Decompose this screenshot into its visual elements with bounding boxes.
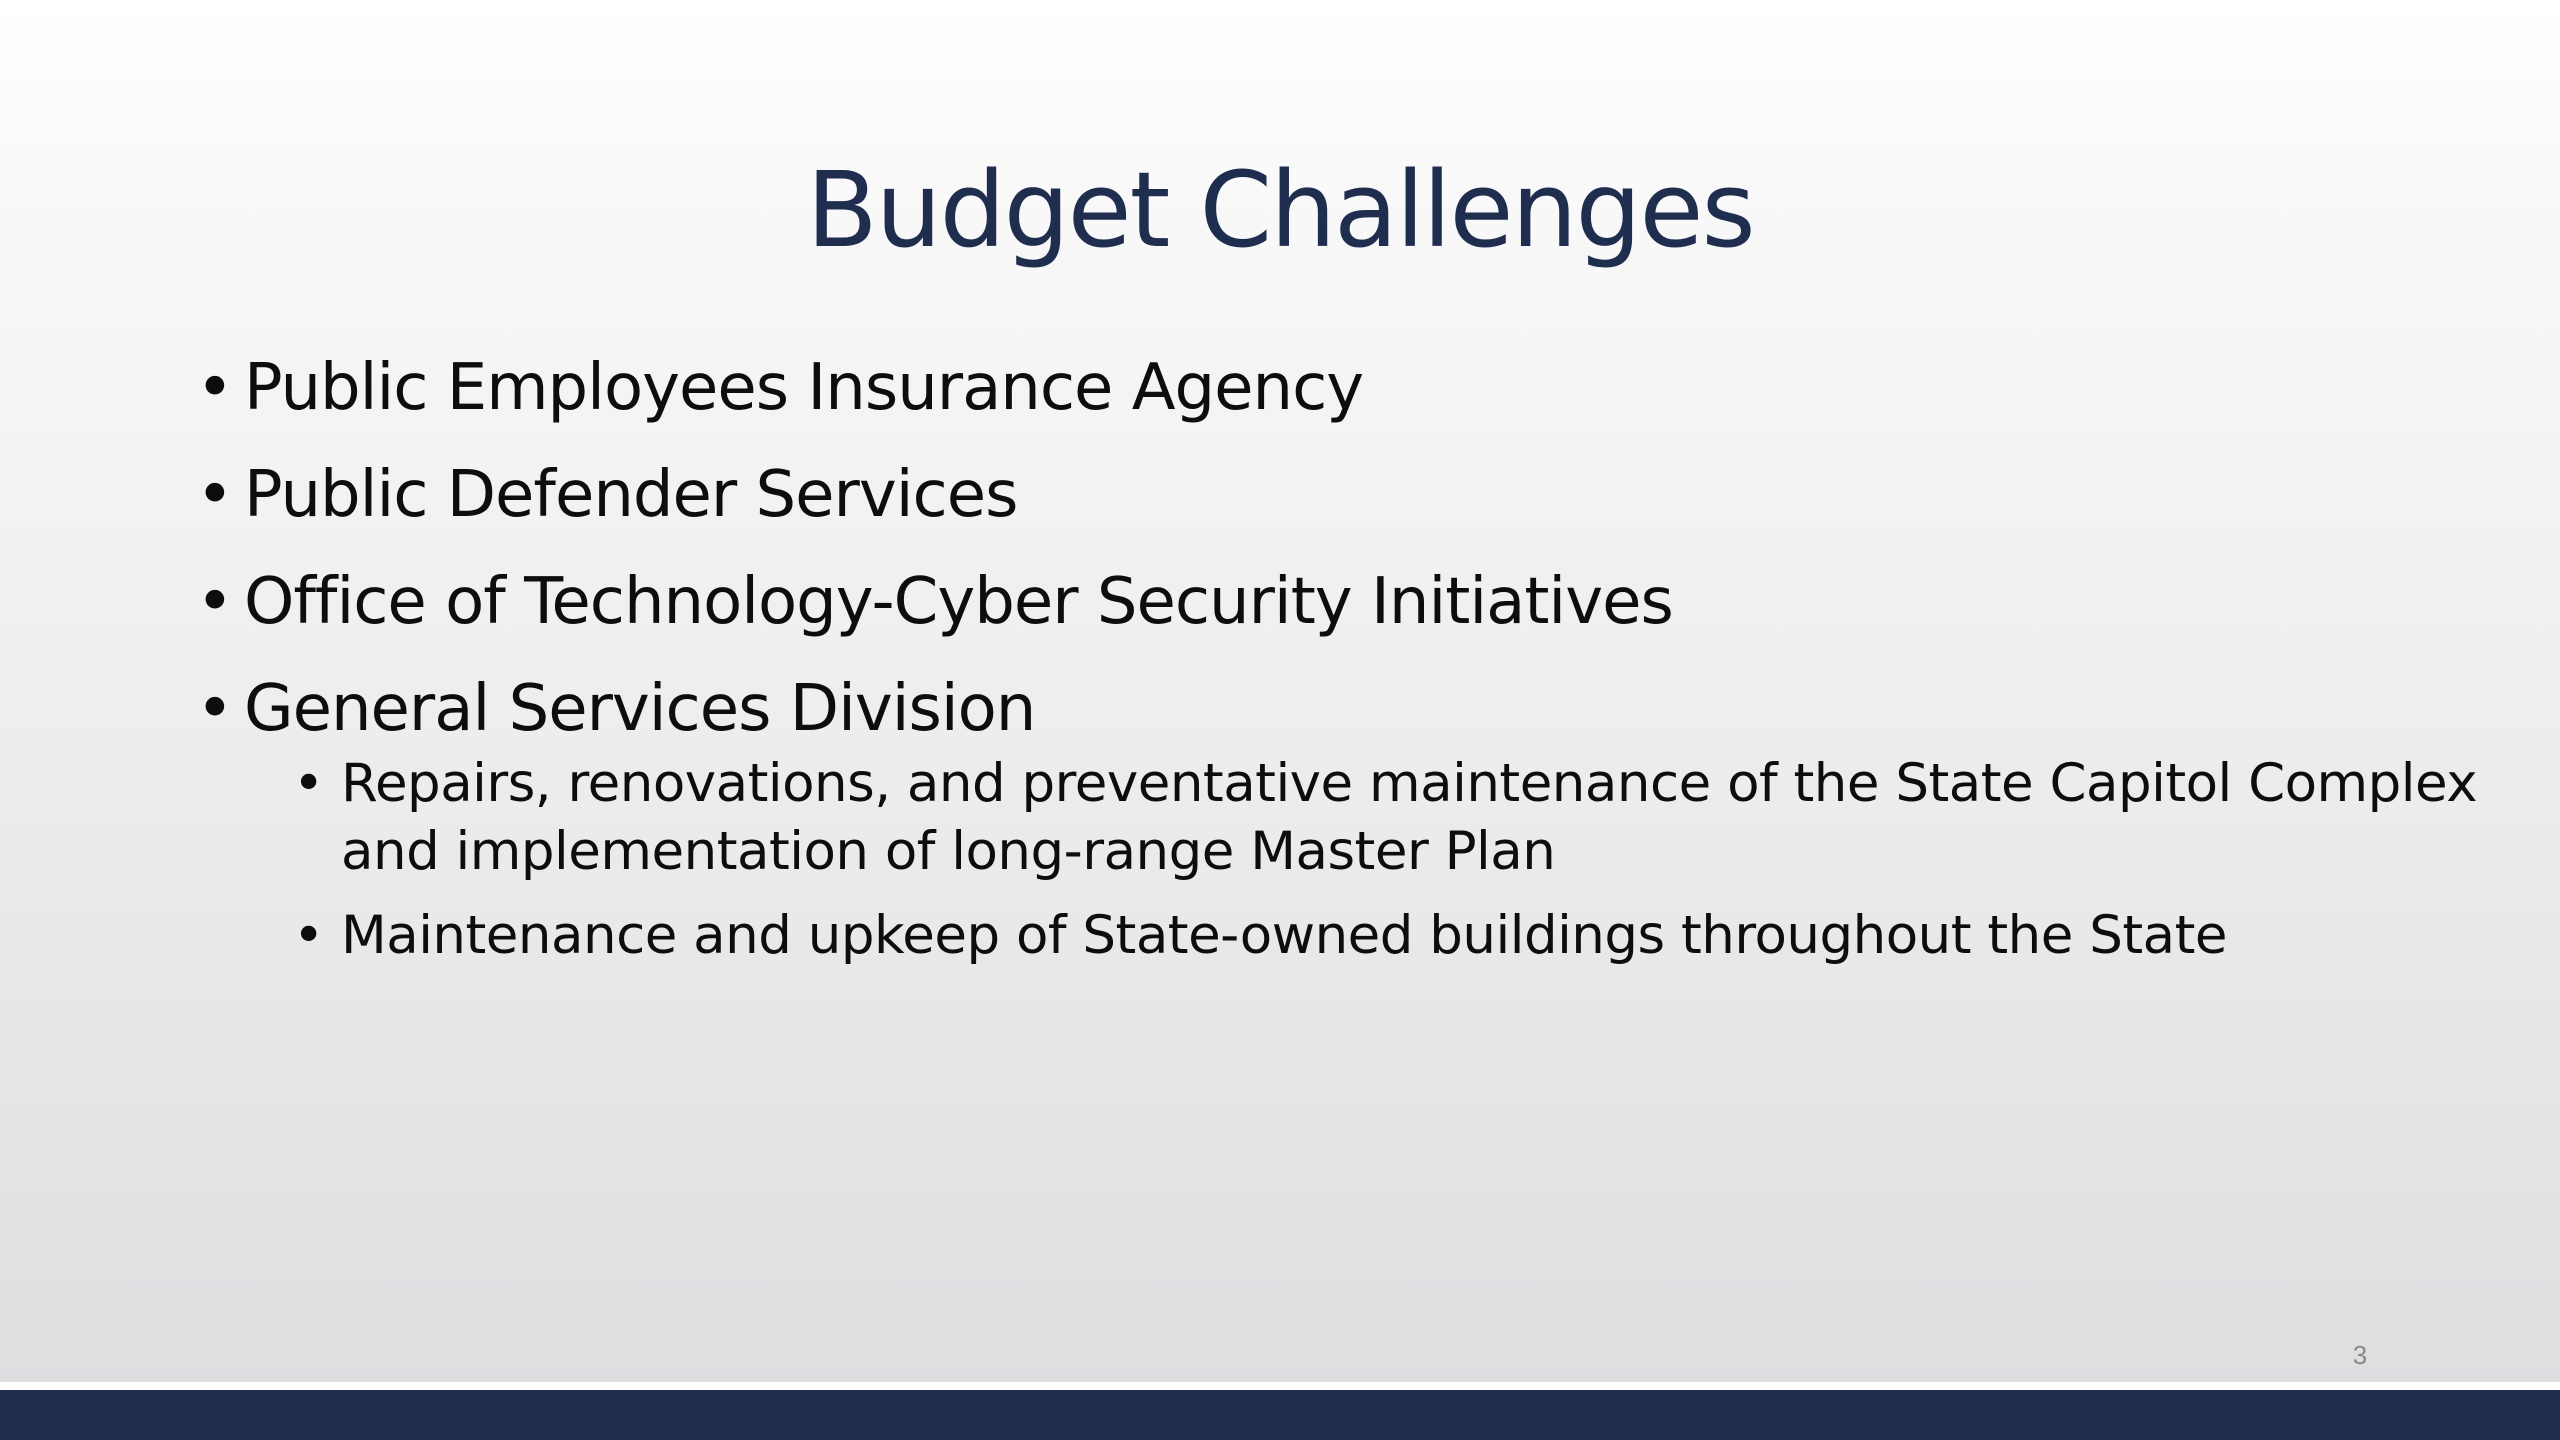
bullet-text: General Services Division xyxy=(244,672,1036,746)
bullet-item xyxy=(196,345,2446,431)
bullet-icon: • xyxy=(196,458,233,532)
bullet-text: Office of Technology-Cyber Security Initiatives xyxy=(244,565,1673,639)
bullet-text: Public Employees Insurance Agency xyxy=(244,351,1364,425)
sub-bullet-container xyxy=(196,750,2478,970)
sub-bullet-icon: • xyxy=(293,905,324,966)
sub-bullet-list xyxy=(196,750,2478,970)
sub-bullet-item xyxy=(293,750,2491,886)
bullet-item xyxy=(196,452,2446,538)
sub-bullet-text: Maintenance and upkeep of State-owned buildings throughout the State xyxy=(341,905,2228,966)
sub-bullet-item xyxy=(293,902,2491,970)
footer-bar xyxy=(0,1390,2560,1440)
bullet-item xyxy=(196,559,2446,645)
footer-divider xyxy=(0,1382,2560,1390)
bullet-item xyxy=(196,666,2446,752)
bullet-icon: • xyxy=(196,672,233,746)
sub-bullet-icon: • xyxy=(293,753,324,814)
bullet-list xyxy=(196,345,2478,986)
bullet-icon: • xyxy=(196,351,233,425)
bullet-icon: • xyxy=(196,565,233,639)
bullet-text: Public Defender Services xyxy=(244,458,1018,532)
sub-bullet-text: Repairs, renovations, and preventative maintenance of the State Capitol Complex and implementation of long-range Master Plan xyxy=(341,753,2478,882)
page-number: 3 xyxy=(2352,1340,2368,1370)
slide-title: Budget Challenges xyxy=(806,149,1754,271)
